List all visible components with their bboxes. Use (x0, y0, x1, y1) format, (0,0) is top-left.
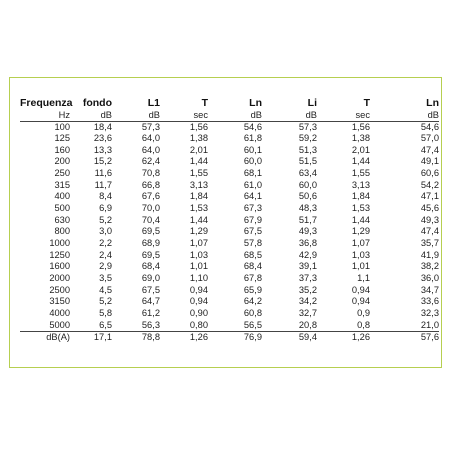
value-cell: 60,6 (420, 168, 439, 179)
value-cell: 65,9 (243, 284, 262, 295)
frequency-cell: 400 (54, 191, 70, 202)
value-cell: 23,6 (93, 133, 112, 144)
frequency-cell: 5000 (49, 319, 70, 330)
value-cell: 1,44 (351, 156, 370, 167)
value-cell: 2,01 (351, 144, 370, 155)
value-cell: 68,1 (243, 168, 262, 179)
value-cell: 56,5 (243, 319, 262, 330)
frequency-cell: 125 (54, 133, 70, 144)
value-cell: 54,6 (420, 121, 439, 132)
value-cell: 50,6 (298, 191, 317, 202)
value-cell: 13,3 (93, 144, 112, 155)
table-row (20, 308, 439, 320)
value-cell: 32,7 (298, 308, 317, 318)
value-cell: 0,94 (189, 296, 208, 307)
value-cell: 6,5 (99, 319, 112, 330)
value-cell: 60,0 (298, 179, 317, 190)
units-row (20, 110, 439, 121)
value-cell: 57,8 (243, 238, 262, 249)
table-row (20, 250, 439, 262)
value-cell: 0,94 (189, 284, 208, 295)
table-row (20, 273, 439, 285)
value-cell: 64,2 (243, 296, 262, 307)
value-cell: 64,0 (141, 133, 160, 144)
value-cell: 57,3 (298, 121, 317, 132)
table-row (20, 215, 439, 227)
value-cell: 61,8 (243, 133, 262, 144)
total-value: 1,26 (317, 332, 370, 344)
unit-label: dB (112, 110, 160, 121)
column-header: fondo (82, 97, 112, 109)
value-cell: 67,5 (243, 226, 262, 237)
unit-label: Hz (20, 110, 70, 121)
table-row (20, 238, 439, 250)
frequency-cell: 100 (54, 121, 70, 132)
frequency-cell: 500 (54, 203, 70, 214)
value-cell: 56,3 (141, 319, 160, 330)
value-cell: 4,5 (99, 284, 112, 295)
value-cell: 1,55 (189, 168, 208, 179)
frequency-cell: 3150 (49, 296, 70, 307)
frequency-cell: 4000 (49, 308, 70, 318)
value-cell: 36,0 (420, 273, 439, 284)
value-cell: 33,6 (420, 296, 439, 307)
value-cell: 5,2 (99, 296, 112, 307)
value-cell: 1,07 (351, 238, 370, 249)
value-cell: 66,8 (141, 179, 160, 190)
value-cell: 1,53 (351, 203, 370, 214)
value-cell: 1,56 (351, 121, 370, 132)
table-row (20, 320, 439, 332)
value-cell: 2,2 (99, 238, 112, 249)
value-cell: 5,2 (99, 214, 112, 225)
value-cell: 15,2 (93, 156, 112, 167)
value-cell: 38,2 (420, 261, 439, 272)
value-cell: 64,1 (243, 191, 262, 202)
value-cell: 11,6 (94, 168, 112, 179)
frequency-cell: 800 (54, 226, 70, 237)
value-cell: 1,01 (189, 261, 208, 272)
value-cell: 1,38 (189, 133, 208, 144)
value-cell: 57,0 (420, 133, 439, 144)
value-cell: 60,0 (243, 156, 262, 167)
value-cell: 0,9 (357, 308, 370, 318)
unit-label: dB (262, 110, 317, 121)
value-cell: 64,0 (141, 144, 160, 155)
data-table (20, 97, 439, 344)
value-cell: 1,84 (351, 191, 370, 202)
frequency-cell: 250 (54, 168, 70, 179)
value-cell: 1,44 (351, 214, 370, 225)
value-cell: 69,5 (141, 249, 160, 260)
value-cell: 70,8 (141, 168, 160, 179)
value-cell: 20,8 (298, 319, 317, 330)
table-row (20, 261, 439, 273)
value-cell: 1,55 (351, 168, 370, 179)
value-cell: 60,8 (243, 308, 262, 318)
value-cell: 68,4 (141, 261, 160, 272)
value-cell: 59,2 (298, 133, 317, 144)
table-row (20, 296, 439, 308)
table-header (20, 97, 439, 121)
value-cell: 51,3 (298, 144, 317, 155)
header-row (20, 97, 439, 110)
total-row (20, 332, 439, 344)
frequency-cell: 1600 (49, 261, 70, 272)
value-cell: 3,13 (189, 179, 208, 190)
value-cell: 61,2 (141, 308, 160, 318)
value-cell: 1,56 (189, 121, 208, 132)
table-row (20, 145, 439, 157)
value-cell: 51,7 (298, 214, 317, 225)
value-cell: 1,10 (189, 273, 208, 284)
table-row (20, 121, 439, 133)
value-cell: 67,9 (243, 214, 262, 225)
value-cell: 62,4 (141, 156, 160, 167)
value-cell: 42,9 (298, 249, 317, 260)
value-cell: 61,0 (243, 179, 262, 190)
value-cell: 47,4 (420, 226, 439, 237)
value-cell: 2,4 (99, 249, 112, 260)
total-value: 1,26 (160, 332, 208, 344)
value-cell: 1,44 (189, 156, 208, 167)
unit-label: sec (317, 110, 370, 121)
total-value: 76,9 (208, 332, 262, 344)
value-cell: 0,94 (351, 284, 370, 295)
value-cell: 0,8 (357, 319, 370, 330)
frequency-cell: 630 (54, 214, 70, 225)
value-cell: 51,5 (298, 156, 317, 167)
frequency-cell: 315 (54, 179, 70, 190)
value-cell: 1,03 (189, 249, 208, 260)
table-body (20, 121, 439, 344)
value-cell: 1,84 (189, 191, 208, 202)
frequency-cell: 2500 (49, 284, 70, 295)
value-cell: 68,9 (141, 238, 160, 249)
value-cell: 54,6 (243, 121, 262, 132)
value-cell: 35,7 (420, 238, 439, 249)
table-row (20, 203, 439, 215)
column-header: Ln (426, 97, 439, 109)
column-header: Ln (249, 97, 262, 109)
column-header: L1 (147, 97, 160, 109)
column-header: T (201, 97, 208, 109)
value-cell: 1,1 (357, 273, 370, 284)
table-row (20, 285, 439, 297)
value-cell: 54,2 (420, 179, 439, 190)
value-cell: 11,7 (94, 179, 112, 190)
value-cell: 39,1 (298, 261, 317, 272)
value-cell: 1,29 (351, 226, 370, 237)
value-cell: 1,07 (189, 238, 208, 249)
value-cell: 63,4 (298, 168, 317, 179)
value-cell: 6,9 (99, 203, 112, 214)
table-frame (9, 77, 442, 368)
value-cell: 0,94 (351, 296, 370, 307)
value-cell: 49,3 (420, 214, 439, 225)
value-cell: 21,0 (420, 319, 439, 330)
value-cell: 1,44 (189, 214, 208, 225)
value-cell: 1,53 (189, 203, 208, 214)
value-cell: 57,3 (141, 121, 160, 132)
value-cell: 47,1 (420, 191, 439, 202)
value-cell: 60,1 (243, 144, 262, 155)
value-cell: 2,9 (99, 261, 112, 272)
value-cell: 67,5 (141, 284, 160, 295)
table-row (20, 168, 439, 180)
value-cell: 49,3 (298, 226, 317, 237)
value-cell: 48,3 (298, 203, 317, 214)
value-cell: 41,9 (420, 249, 439, 260)
value-cell: 2,01 (189, 144, 208, 155)
unit-label: dB (370, 110, 439, 121)
value-cell: 67,8 (243, 273, 262, 284)
value-cell: 8,4 (99, 191, 112, 202)
frequency-cell: 1250 (49, 249, 70, 260)
value-cell: 3,0 (99, 226, 112, 237)
unit-label: dB (208, 110, 262, 121)
table-row (20, 191, 439, 203)
value-cell: 49,1 (420, 156, 439, 167)
frequency-cell: 200 (54, 156, 70, 167)
frequency-cell: 160 (54, 144, 70, 155)
frequency-cell: 2000 (49, 273, 70, 284)
frequency-cell: 1000 (49, 238, 70, 249)
value-cell: 37,3 (298, 273, 317, 284)
table-row (20, 226, 439, 238)
column-header: Li (307, 97, 317, 109)
total-value: 17,1 (70, 332, 112, 344)
value-cell: 1,38 (351, 133, 370, 144)
total-value: 78,8 (112, 332, 160, 344)
value-cell: 45,6 (420, 203, 439, 214)
value-cell: 68,4 (243, 261, 262, 272)
value-cell: 3,13 (351, 179, 370, 190)
value-cell: 35,2 (298, 284, 317, 295)
table-row (20, 180, 439, 192)
value-cell: 1,01 (351, 261, 370, 272)
value-cell: 34,7 (420, 284, 439, 295)
value-cell: 70,4 (141, 214, 160, 225)
value-cell: 18,4 (93, 121, 112, 132)
value-cell: 67,6 (141, 191, 160, 202)
value-cell: 5,8 (99, 308, 112, 318)
unit-label: sec (160, 110, 208, 121)
value-cell: 1,03 (351, 249, 370, 260)
column-header: T (363, 97, 370, 109)
value-cell: 64,7 (141, 296, 160, 307)
value-cell: 1,29 (189, 226, 208, 237)
value-cell: 0,80 (189, 319, 208, 330)
value-cell: 70,0 (141, 203, 160, 214)
value-cell: 36,8 (298, 238, 317, 249)
value-cell: 67,3 (243, 203, 262, 214)
total-value: 57,6 (370, 332, 439, 344)
value-cell: 34,2 (298, 296, 317, 307)
value-cell: 0,90 (189, 308, 208, 318)
value-cell: 68,5 (243, 249, 262, 260)
value-cell: 69,5 (141, 226, 160, 237)
column-header: Frequenza (20, 97, 73, 109)
value-cell: 47,4 (420, 144, 439, 155)
table-row (20, 133, 439, 145)
table-row (20, 156, 439, 168)
total-label: dB(A) (20, 332, 70, 344)
value-cell: 3,5 (99, 273, 112, 284)
total-value: 59,4 (262, 332, 317, 344)
value-cell: 69,0 (141, 273, 160, 284)
unit-label: dB (70, 110, 112, 121)
value-cell: 32,3 (420, 308, 439, 318)
